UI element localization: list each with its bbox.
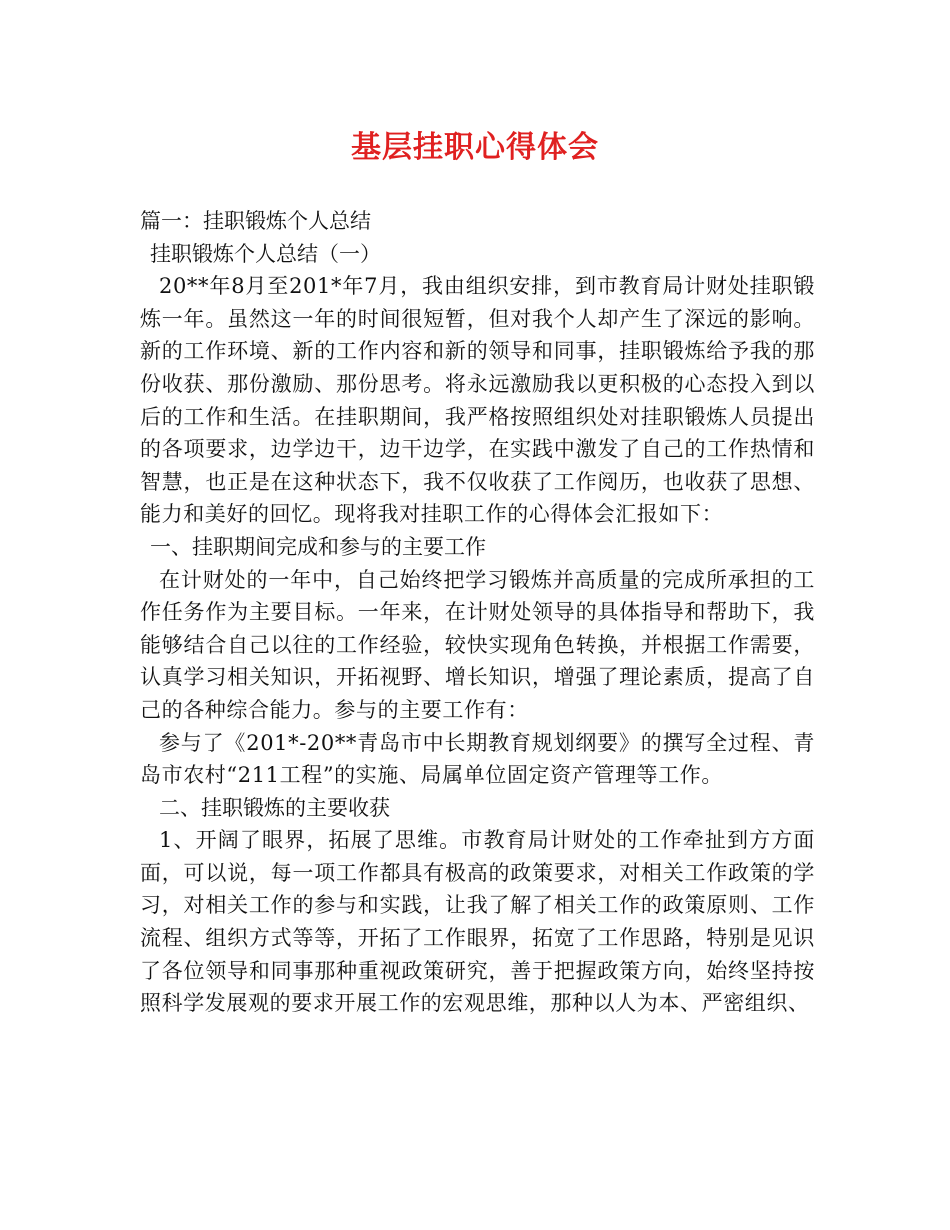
body-paragraph: 1、开阔了眼界，拓展了思维。市教育局计财处的工作牵扯到方方面面，可以说，每一项工作都具有极高的政策要求，对相关工作政策的学习，对相关工作的参与和实践，让我了解了相关工作的政策原则、工作流程、组织方式等等，开拓了工作眼界，拓宽了工作思路，特别是见识了各位领导和同事那种重视政策研究，善于把握政策方向，始终坚持按照科学发展观的要求开展工作的宏观思维，那种以人为本、严密组织、 [140,828,815,1016]
body-paragraph: 20**年8月至201*年7月，我由组织安排，到市教育局计财处挂职锻炼一年。虽然这一年的时间很短暂，但对我个人却产生了深远的影响。新的工作环境、新的工作内容和新的领导和同事，挂职锻炼给予我的那份收获、那份激励、那份思考。将永远激励我以更积极的心态投入到以后的工作和生活。在挂职期间，我严格按照组织处对挂职锻炼人员提出的各项要求，边学边干，边干边学，在实践中激发了自己的工作热情和智慧，也正是在这种状态下，我不仅收获了工作阅历，也收获了思想、能力和美好的回忆。现将我对挂职工作的心得体会汇报如下： [140,274,815,527]
body-paragraph: 参与了《201*-20**青岛市中长期教育规划纲要》的撰写全过程、青岛市农村“211工程”的实施、局属单位固定资产管理等工作。 [140,730,815,788]
section-heading: 一、挂职期间完成和参与的主要工作 [150,534,486,559]
section-heading: 篇一：挂职锻炼个人总结 [140,209,371,233]
body-paragraph: 在计财处的一年中，自己始终把学习锻炼并高质量的完成所承担的工作任务作为主要目标。一年来，在计财处领导的具体指导和帮助下，我能够结合自己以往的工作经验，较快实现角色转换，并根据工作需要，认真学习相关知识，开拓视野、增长知识，增强了理论素质，提高了自己的各种综合能力。参与的主要工作有： [140,567,815,722]
document-title: 基层挂职心得体会 [351,130,599,165]
document-body [140,205,815,1020]
subsection-heading: 挂职锻炼个人总结（一） [150,241,381,266]
section-heading: 二、挂职锻炼的主要收获 [159,795,390,820]
